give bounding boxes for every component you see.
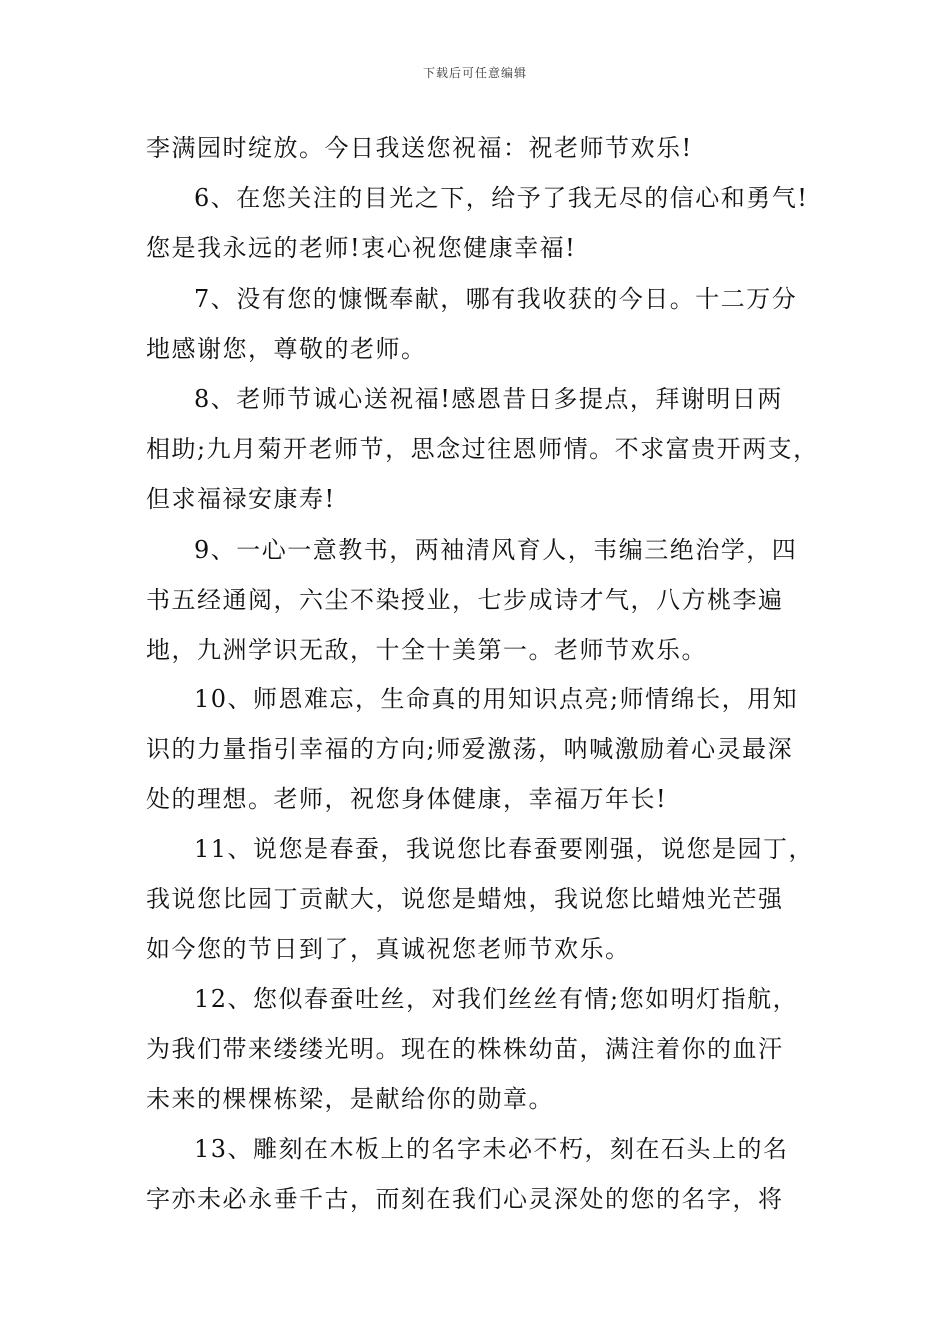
text-line: 10、师恩难忘，生命真的用知识点亮;师情绵长，用知 bbox=[194, 685, 799, 713]
text-line: 如今您的节日到了，真诚祝您老师节欢乐。 bbox=[146, 935, 631, 963]
text-line: 为我们带来缕缕光明。现在的株株幼苗，满注着你的血汗 bbox=[146, 1035, 784, 1063]
text-line: 识的力量指引幸福的方向;师爱激荡，呐喊激励着心灵最深 bbox=[146, 735, 794, 763]
page-header: 下载后可任意编辑 bbox=[422, 66, 527, 80]
text-line: 相助;九月菊开老师节，思念过往恩师情。不求富贵开两支， bbox=[146, 435, 819, 463]
text-line: 您是我永远的老师!衷心祝您健康幸福! bbox=[146, 234, 577, 262]
text-line: 11、说您是春蚕，我说您比春蚕要刚强，说您是园丁， bbox=[194, 835, 815, 863]
text-line: 未来的棵棵栋梁，是献给你的勋章。 bbox=[146, 1085, 554, 1113]
text-line: 我说您比园丁贡献大，说您是蜡烛，我说您比蜡烛光芒强 bbox=[146, 885, 784, 913]
text-line: 7、没有您的慷慨奉献，哪有我收获的今日。十二万分 bbox=[194, 285, 798, 313]
text-line: 6、在您关注的目光之下，给予了我无尽的信心和勇气! bbox=[194, 184, 809, 212]
text-line: 处的理想。老师，祝您身体健康，幸福万年长! bbox=[146, 785, 668, 813]
text-line: 9、一心一意教书，两袖清风育人，韦编三绝治学，四 bbox=[194, 536, 798, 564]
text-line: 地，九洲学识无敌，十全十美第一。老师节欢乐。 bbox=[146, 636, 707, 664]
text-line: 12、您似春蚕吐丝，对我们丝丝有情;您如明灯指航， bbox=[194, 985, 799, 1013]
text-line: 8、老师节诚心送祝福!感恩昔日多提点，拜谢明日两 bbox=[194, 385, 783, 413]
text-line: 地感谢您，尊敬的老师。 bbox=[146, 335, 427, 363]
text-line: 李满园时绽放。今日我送您祝福：祝老师节欢乐! bbox=[146, 134, 693, 162]
text-line: 但求福禄安康寿! bbox=[146, 485, 336, 513]
text-line: 字亦未必永垂千古，而刻在我们心灵深处的您的名字，将 bbox=[146, 1185, 784, 1213]
text-line: 书五经通阅，六尘不染授业，七步成诗才气，八方桃李遍 bbox=[146, 586, 784, 614]
text-line: 13、雕刻在木板上的名字未必不朽，刻在石头上的名 bbox=[194, 1135, 789, 1163]
